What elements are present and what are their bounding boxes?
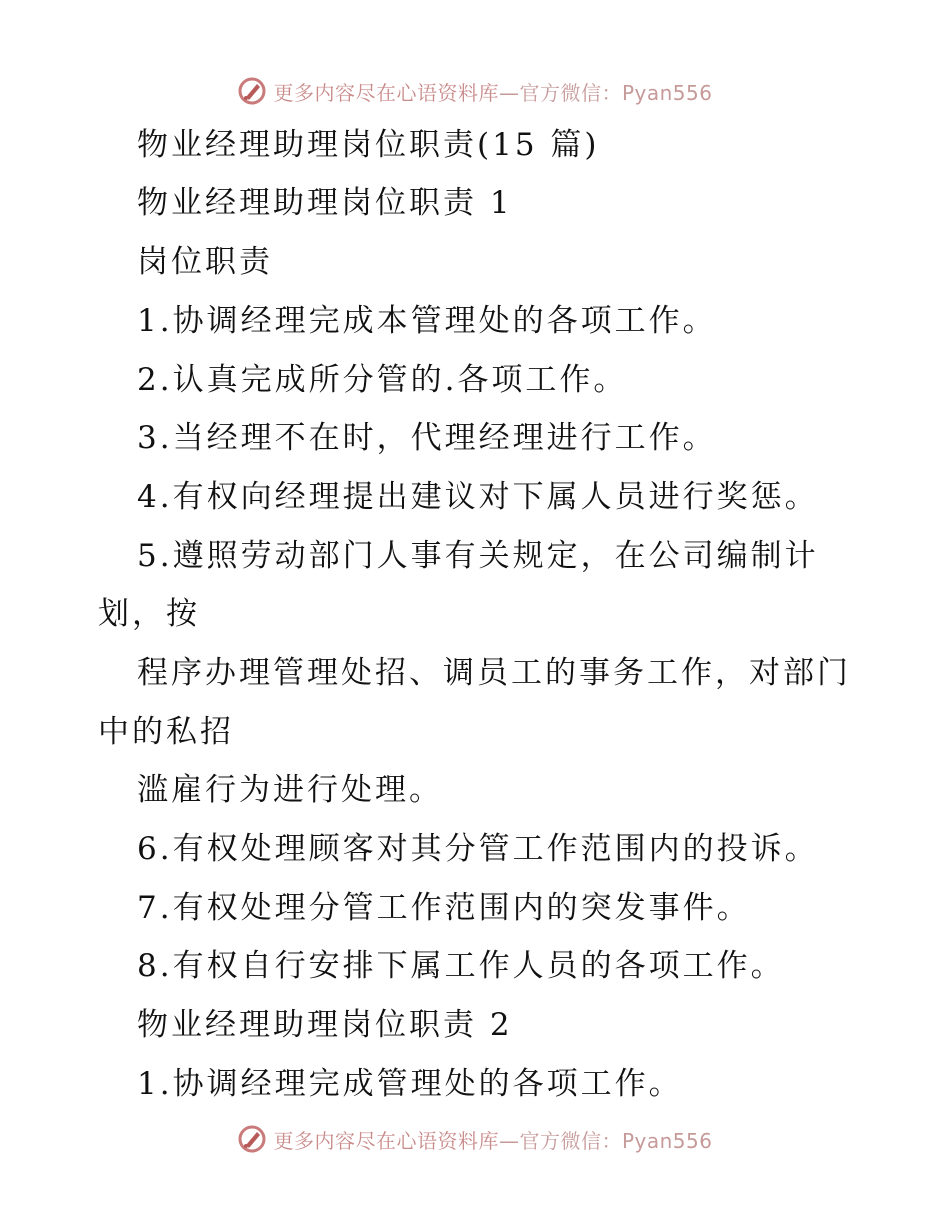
document-title: 物业经理助理岗位职责(15 篇) xyxy=(137,127,600,163)
subsection-heading: 岗位职责 xyxy=(137,244,273,280)
paragraph-line: 4.有权向经理提出建议对下属人员进行奖惩。 xyxy=(137,479,819,515)
footer-watermark-banner xyxy=(0,1119,950,1159)
paragraph-line: 中的私招 xyxy=(98,714,234,750)
header-banner-main: 更多内容尽在心语资料库 xyxy=(273,80,499,105)
paragraph-line: 滥雇行为进行处理。 xyxy=(137,772,443,808)
paragraph-line: 5.遵照劳动部门人事有关规定，在公司编制计 xyxy=(137,538,819,574)
footer-banner-main: 更多内容尽在心语资料库 xyxy=(273,1128,499,1153)
header-watermark-banner xyxy=(0,71,950,111)
paragraph-line: 1.协调经理完成本管理处的各项工作。 xyxy=(137,303,717,339)
paragraph-line: 1.协调经理完成管理处的各项工作。 xyxy=(137,1066,683,1102)
paragraph-line: 8.有权自行安排下属工作人员的各项工作。 xyxy=(137,948,785,984)
paragraph-line: 划，按 xyxy=(98,596,200,632)
paragraph-line: 7.有权处理分管工作范围内的突发事件。 xyxy=(137,890,751,926)
section-heading: 物业经理助理岗位职责 2 xyxy=(137,1007,513,1043)
paragraph-line: 2.认真完成所分管的.各项工作。 xyxy=(137,362,628,398)
section-heading: 物业经理助理岗位职责 1 xyxy=(137,185,513,221)
header-banner-contact: —官方微信：Pyan556 xyxy=(498,80,713,105)
paragraph-line: 3.当经理不在时，代理经理进行工作。 xyxy=(137,420,717,456)
footer-banner-text xyxy=(273,1125,712,1154)
pen-logo-icon xyxy=(237,1124,267,1154)
paragraph-line: 程序办理管理处招、调员工的事务工作，对部门 xyxy=(137,655,851,691)
footer-banner-contact: —官方微信：Pyan556 xyxy=(498,1128,713,1153)
pen-logo-icon xyxy=(237,76,267,106)
paragraph-line: 6.有权处理顾客对其分管工作范围内的投诉。 xyxy=(137,831,819,867)
header-banner-text xyxy=(273,77,712,106)
